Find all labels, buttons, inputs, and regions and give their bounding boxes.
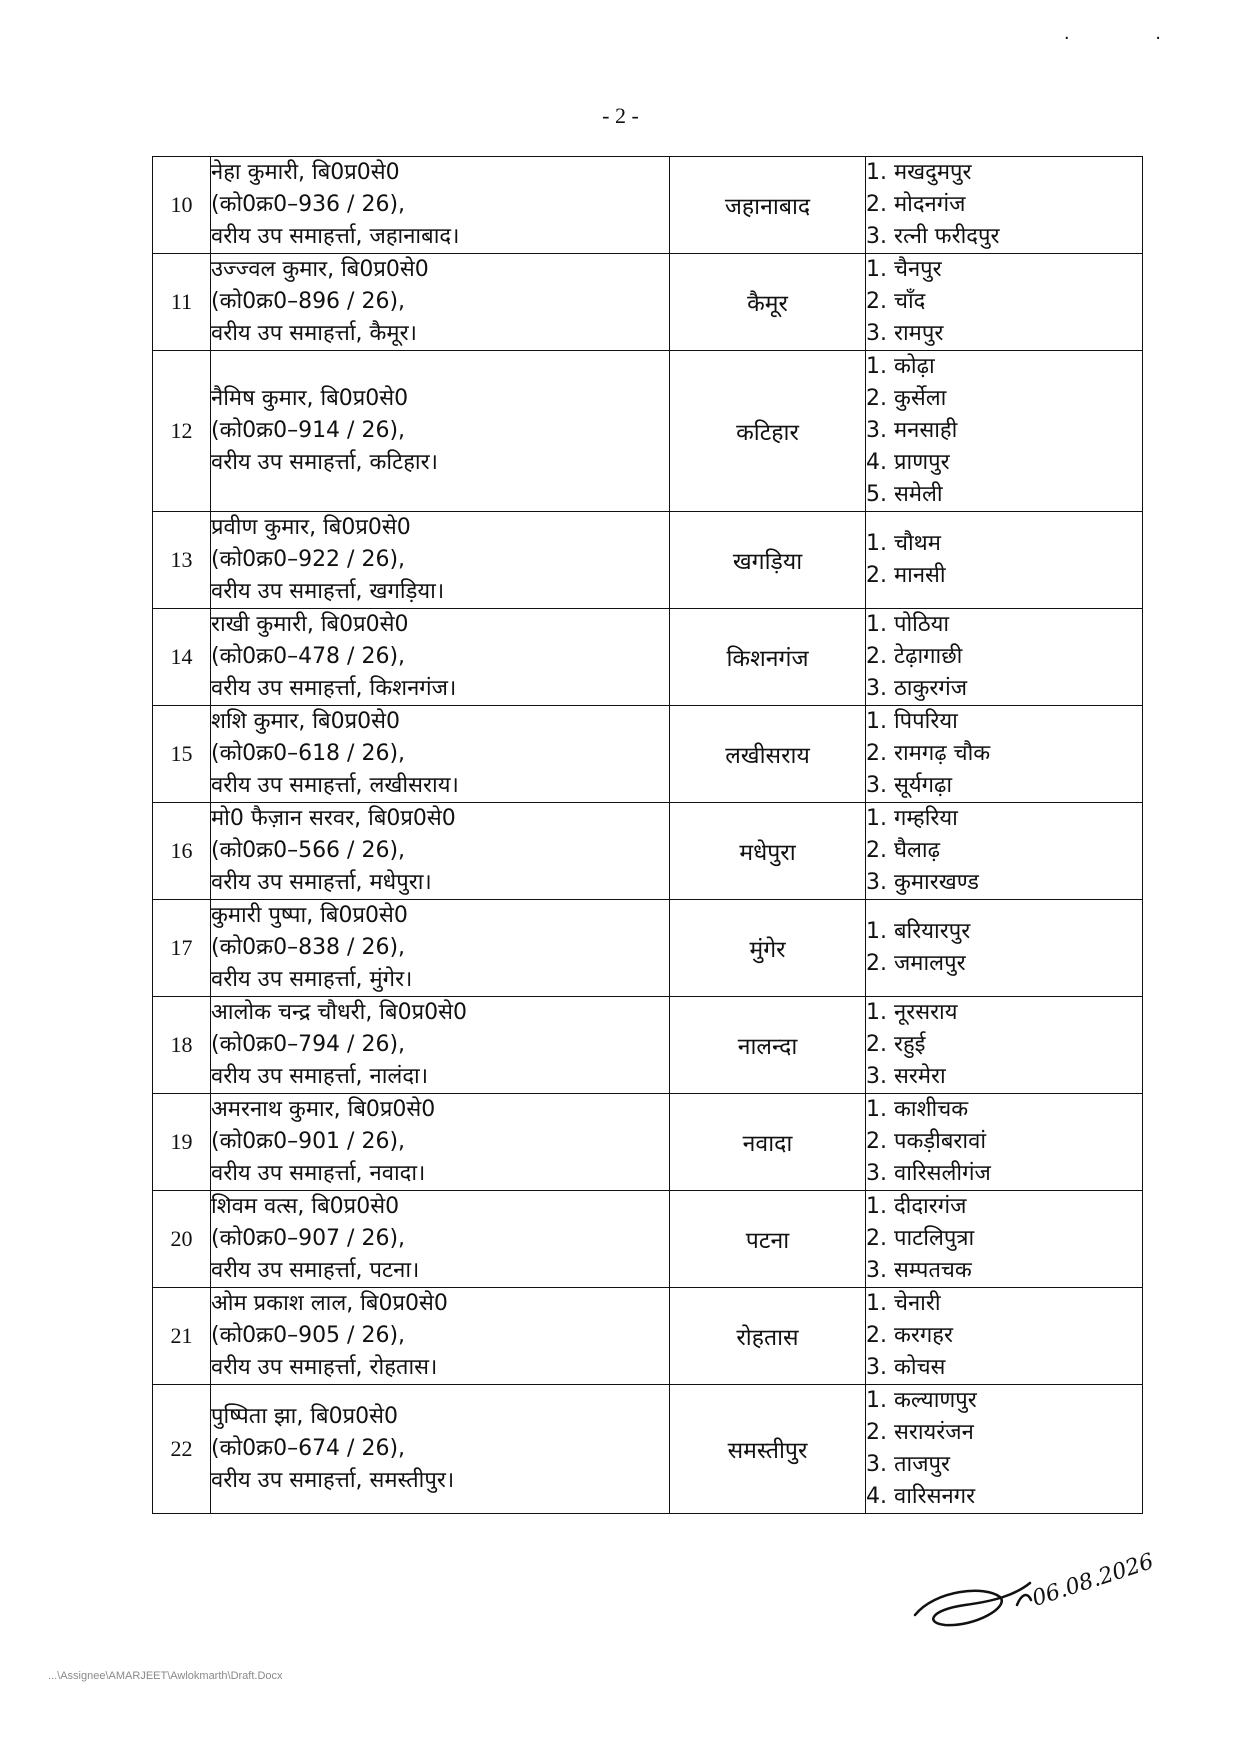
serial-number: 12 [153, 351, 211, 512]
district-name: जहानाबाद [670, 157, 866, 254]
block-list [866, 1288, 1142, 1384]
serial-number: 22 [153, 1385, 211, 1514]
officer-designation: वरीय उप समाहर्त्ता, मधेपुरा। [211, 870, 432, 895]
block-list [866, 1385, 1142, 1513]
block-list-cell [866, 706, 1143, 803]
officer-name: मो0 फैज़ान सरवर, बि0प्र0से0 [211, 806, 456, 831]
block-item: 2. घैलाढ़ [866, 838, 940, 863]
block-item: 1. गम्हरिया [866, 806, 958, 831]
officer-code: (को0क्र0–901 / 26), [211, 1129, 406, 1154]
district-name: कटिहार [670, 351, 866, 512]
officer-details [211, 609, 670, 706]
officer-code: (को0क्र0–907 / 26), [211, 1226, 406, 1251]
officer-name: कुमारी पुष्पा, बि0प्र0से0 [211, 903, 408, 928]
block-list [866, 351, 1142, 511]
block-item: 1. काशीचक [866, 1097, 969, 1122]
block-list-cell [866, 609, 1143, 706]
block-item: 2. टेढ़ागाछी [866, 644, 963, 669]
officer-name: अमरनाथ कुमार, बि0प्र0से0 [211, 1097, 436, 1122]
officer-designation: वरीय उप समाहर्त्ता, खगड़िया। [211, 579, 445, 604]
block-item: 3. ताजपुर [866, 1452, 951, 1477]
officer-designation: वरीय उप समाहर्त्ता, नालंदा। [211, 1064, 429, 1089]
block-list-cell [866, 803, 1143, 900]
block-item: 2. सरायरंजन [866, 1420, 974, 1445]
block-item: 3. रामपुर [866, 321, 944, 346]
officer-code: (को0क्र0–896 / 26), [211, 289, 406, 314]
district-name: मुंगेर [670, 900, 866, 997]
district-name: नालन्दा [670, 997, 866, 1094]
officer-code: (को0क्र0–618 / 26), [211, 741, 406, 766]
officer-designation: वरीय उप समाहर्त्ता, पटना। [211, 1258, 420, 1283]
officer-designation: वरीय उप समाहर्त्ता, लखीसराय। [211, 773, 459, 798]
block-item: 3. मनसाही [866, 418, 958, 443]
officer-code: (को0क्र0–566 / 26), [211, 838, 406, 863]
block-list-cell [866, 900, 1143, 997]
district-name: रोहतास [670, 1288, 866, 1385]
block-item: 1. कल्याणपुर [866, 1388, 977, 1413]
district-name: समस्तीपुर [670, 1385, 866, 1514]
block-list [866, 157, 1142, 253]
block-list [866, 609, 1142, 705]
block-list-cell [866, 1288, 1143, 1385]
block-item: 1. दीदारगंज [866, 1194, 967, 1219]
block-list [866, 528, 1142, 592]
serial-number: 13 [153, 512, 211, 609]
district-name: खगड़िया [670, 512, 866, 609]
block-item: 1. कोढ़ा [866, 354, 935, 379]
block-item: 2. जमालपुर [866, 951, 966, 976]
district-name: मधेपुरा [670, 803, 866, 900]
officer-designation: वरीय उप समाहर्त्ता, कैमूर। [211, 321, 417, 346]
officer-code: (को0क्र0–478 / 26), [211, 644, 406, 669]
officer-details [211, 706, 670, 803]
officer-code: (को0क्र0–914 / 26), [211, 418, 406, 443]
officer-designation: वरीय उप समाहर्त्ता, जहानाबाद। [211, 224, 460, 249]
officer-designation: वरीय उप समाहर्त्ता, मुंगेर। [211, 967, 413, 992]
officer-details [211, 803, 670, 900]
officer-designation: वरीय उप समाहर्त्ता, नवादा। [211, 1161, 426, 1186]
block-item: 2. कुर्सेला [866, 386, 947, 411]
district-name: पटना [670, 1191, 866, 1288]
officer-name: ओम प्रकाश लाल, बि0प्र0से0 [211, 1291, 448, 1316]
block-list-cell [866, 157, 1143, 254]
table-row [153, 1288, 1143, 1385]
block-item: 2. चाँद [866, 289, 926, 314]
serial-number: 21 [153, 1288, 211, 1385]
officer-name: आलोक चन्द्र चौधरी, बि0प्र0से0 [211, 1000, 467, 1025]
officer-details [211, 1191, 670, 1288]
serial-number: 19 [153, 1094, 211, 1191]
block-list [866, 997, 1142, 1093]
officer-designation: वरीय उप समाहर्त्ता, किशनगंज। [211, 676, 457, 701]
table-row [153, 157, 1143, 254]
serial-number: 10 [153, 157, 211, 254]
table-row [153, 254, 1143, 351]
block-list [866, 706, 1142, 802]
block-item: 1. मखदुमपुर [866, 160, 972, 185]
block-list-cell [866, 1191, 1143, 1288]
block-item: 3. कोचस [866, 1355, 946, 1380]
footer-file-path: ...\Assignee\AMARJEET\Awlokmarth\Draft.Docx [48, 1670, 283, 1682]
officer-code: (को0क्र0–838 / 26), [211, 935, 406, 960]
table-row [153, 706, 1143, 803]
block-list [866, 254, 1142, 350]
serial-number: 15 [153, 706, 211, 803]
block-item: 2. मानसी [866, 563, 946, 588]
officer-code: (को0क्र0–794 / 26), [211, 1032, 406, 1057]
officer-details [211, 254, 670, 351]
officer-name: नैमिष कुमार, बि0प्र0से0 [211, 386, 409, 411]
block-item: 2. पकड़ीबरावां [866, 1129, 987, 1154]
officer-designation: वरीय उप समाहर्त्ता, कटिहार। [211, 450, 438, 475]
officer-details [211, 1288, 670, 1385]
table-body [153, 157, 1143, 1514]
district-name: नवादा [670, 1094, 866, 1191]
block-item: 1. पोठिया [866, 612, 950, 637]
block-item: 4. वारिसनगर [866, 1484, 976, 1509]
table-row [153, 512, 1143, 609]
officer-name: शिवम वत्स, बि0प्र0से0 [211, 1194, 400, 1219]
officer-name: नेहा कुमारी, बि0प्र0से0 [211, 160, 400, 185]
block-list-cell [866, 512, 1143, 609]
block-item: 3. कुमारखण्ड [866, 870, 979, 895]
block-item: 1. नूरसराय [866, 1000, 958, 1025]
block-item: 4. प्राणपुर [866, 450, 950, 475]
block-list-cell [866, 1385, 1143, 1514]
block-item: 1. चेनारी [866, 1291, 941, 1316]
block-item: 2. करगहर [866, 1323, 953, 1348]
block-item: 3. सम्पतचक [866, 1258, 972, 1283]
officer-name: प्रवीण कुमार, बि0प्र0से0 [211, 515, 411, 540]
district-name: कैमूर [670, 254, 866, 351]
officer-details [211, 1385, 670, 1514]
table-row [153, 1191, 1143, 1288]
block-item: 3. सूर्यगढ़ा [866, 773, 953, 798]
block-item: 3. वारिसलीगंज [866, 1161, 991, 1186]
table-row [153, 803, 1143, 900]
serial-number: 16 [153, 803, 211, 900]
block-item: 5. समेली [866, 482, 943, 507]
serial-number: 11 [153, 254, 211, 351]
block-item: 3. सरमेरा [866, 1064, 946, 1089]
signature-date: 06.08.2026 [1029, 1549, 1157, 1612]
table-row [153, 900, 1143, 997]
block-item: 1. पिपरिया [866, 709, 958, 734]
officer-code: (को0क्र0–674 / 26), [211, 1436, 406, 1461]
officer-name: शशि कुमार, बि0प्र0से0 [211, 709, 400, 734]
officer-details [211, 512, 670, 609]
table-row [153, 351, 1143, 512]
block-list-cell [866, 351, 1143, 512]
page-number: - 2 - [602, 103, 639, 128]
block-item: 1. चौथम [866, 531, 941, 556]
block-list-cell [866, 1094, 1143, 1191]
table-row [153, 1385, 1143, 1514]
block-list [866, 1191, 1142, 1287]
table-row [153, 997, 1143, 1094]
serial-number: 18 [153, 997, 211, 1094]
serial-number: 17 [153, 900, 211, 997]
officer-code: (को0क्र0–905 / 26), [211, 1323, 406, 1348]
officer-name: पुष्पिता झा, बि0प्र0से0 [211, 1404, 398, 1429]
officer-details [211, 1094, 670, 1191]
officer-name: उज्ज्वल कुमार, बि0प्र0से0 [211, 257, 429, 282]
officer-code: (को0क्र0–936 / 26), [211, 192, 406, 217]
officer-details [211, 351, 670, 512]
officer-name: राखी कुमारी, बि0प्र0से0 [211, 612, 409, 637]
block-list [866, 916, 1142, 980]
block-item: 2. पाटलिपुत्रा [866, 1226, 975, 1251]
block-item: 1. चैनपुर [866, 257, 942, 282]
serial-number: 14 [153, 609, 211, 706]
block-item: 2. रहुई [866, 1032, 926, 1057]
block-item: 3. रत्नी फरीदपुर [866, 224, 1000, 249]
officer-designation: वरीय उप समाहर्त्ता, समस्तीपुर। [211, 1468, 455, 1493]
district-name: लखीसराय [670, 706, 866, 803]
block-item: 2. रामगढ़ चौक [866, 741, 991, 766]
table-row [153, 1094, 1143, 1191]
block-item: 2. मोदनगंज [866, 192, 966, 217]
officer-details [211, 997, 670, 1094]
officer-designation: वरीय उप समाहर्त्ता, रोहतास। [211, 1355, 438, 1380]
block-list-cell [866, 254, 1143, 351]
block-list [866, 803, 1142, 899]
corner-marks: · · [1063, 28, 1201, 49]
officer-details [211, 900, 670, 997]
serial-number: 20 [153, 1191, 211, 1288]
block-item: 1. बरियारपुर [866, 919, 971, 944]
officer-posting-table [152, 156, 1143, 1514]
block-list [866, 1094, 1142, 1190]
district-name: किशनगंज [670, 609, 866, 706]
block-list-cell [866, 997, 1143, 1094]
table-row [153, 609, 1143, 706]
officer-details [211, 157, 670, 254]
block-item: 3. ठाकुरगंज [866, 676, 968, 701]
officer-code: (को0क्र0–922 / 26), [211, 547, 406, 572]
